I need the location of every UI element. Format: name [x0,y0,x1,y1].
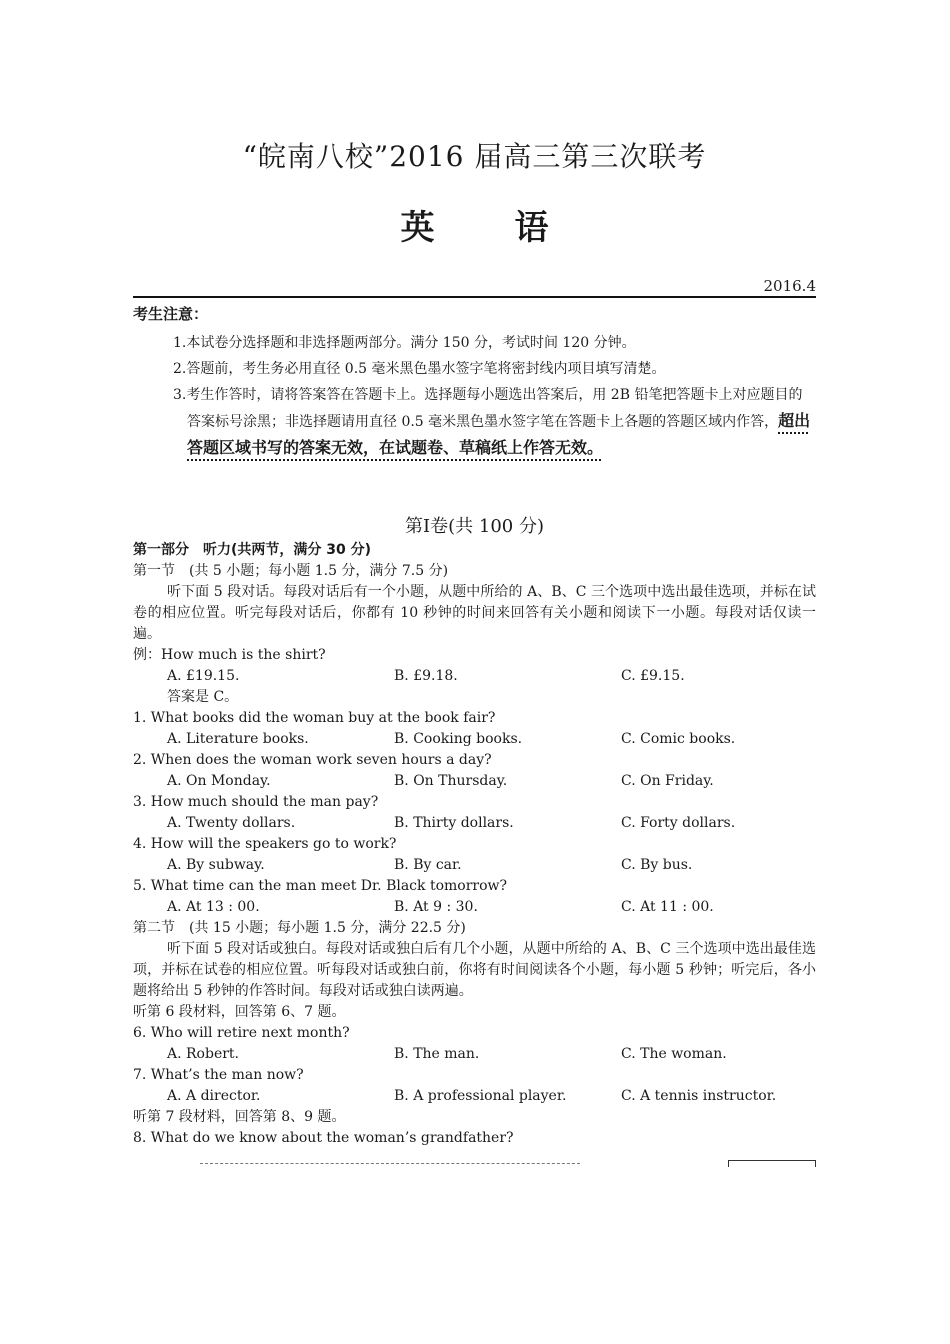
option-c: C. At 11 : 00. [621,899,714,915]
question-options [133,1044,816,1065]
exam-title: “皖南八校”2016 届高三第三次联考 [242,140,707,173]
notice-item: 2.答题前，考生务必用直径 0.5 毫米黑色墨水签字笔将密封线内项目填写清楚。 [173,361,666,377]
option-c: C. On Friday. [621,773,714,789]
section1-instructions: 听下面 5 段对话。每段对话后有一个小题，从题中所给的 A、B、C 三个选项中选出最佳选项，并标在试卷的相应位置。听完每段对话后，你都有 10 秒钟的时间来回答有关小题和阅读下一小题。每段对话仅读一遍。 [133,584,816,642]
example-options [133,666,816,687]
question-options [133,813,816,834]
notice-emphasis: 超出答题区域书写的答案无效，在试题卷、草稿纸上作答无效。 [187,411,811,457]
notice-item: 1.本试卷分选择题和非选择题两部分。满分 150 分，考试时间 120 分钟。 [173,335,636,351]
exam-date: 2016.4 [763,277,816,295]
option-b: B. Cooking books. [394,731,523,747]
option-c: C. The woman. [621,1046,727,1062]
option-a: A. By subway. [167,857,265,873]
page-footer [200,1160,816,1168]
question-options [133,729,816,750]
option-c: C. £9.15. [621,668,685,684]
question: 5. What time can the man meet Dr. Black tomorrow? [133,878,508,894]
question: 6. Who will retire next month? [133,1025,350,1041]
volume-title: 第Ⅰ卷(共 100 分) [405,516,544,537]
option-b: B. By car. [394,857,462,873]
example-answer-text: 答案是 C。 [167,689,239,705]
material-note: 听第 7 段材料，回答第 8、9 题。 [133,1109,346,1125]
question-options [133,771,816,792]
option-b: B. The man. [394,1046,480,1062]
option-c: C. By bus. [621,857,693,873]
footer-box [728,1160,816,1167]
option-b: B. £9.18. [394,668,458,684]
option-c: C. A tennis instructor. [621,1088,777,1104]
option-b: B. A professional player. [394,1088,567,1104]
question: 8. What do we know about the woman’s grandfather? [133,1130,514,1146]
subject-title [133,200,816,249]
option-a: A. On Monday. [167,773,271,789]
option-a: A. Literature books. [167,731,309,747]
question-options [133,1086,816,1107]
notice-item [173,382,816,462]
part1-heading: 第一部分 听力(共两节，满分 30 分) [133,542,372,558]
example-answer [133,687,816,708]
option-c: C. Comic books. [621,731,736,747]
option-a: A. £19.15. [167,668,240,684]
question-options [133,855,816,876]
question: 2. When does the woman work seven hours a day? [133,752,492,768]
question: 3. How much should the man pay? [133,794,379,810]
question: 7. What’s the man now? [133,1067,304,1083]
option-a: A. A director. [167,1088,261,1104]
notice-block [133,303,816,462]
notice-item-text: 3.考生作答时，请将答案答在答题卡上。选择题每小题选出答案后，用 2B 铅笔把答题卡上对应题目的答案标号涂黑；非选择题请用直径 0.5 毫米黑色墨水签字笔在答题卡上各题的答题区域内作答， [173,387,803,430]
question: 4. How will the speakers go to work? [133,836,397,852]
material-note: 听第 6 段材料，回答第 6、7 题。 [133,1004,346,1020]
option-c: C. Forty dollars. [621,815,736,831]
option-b: B. Thirty dollars. [394,815,514,831]
example-question: 例：How much is the shirt? [133,647,326,663]
header-divider [133,296,816,298]
question: 1. What books did the woman buy at the book fair? [133,710,496,726]
notice-heading: 考生注意： [133,305,209,323]
section2-heading: 第二节 (共 15 小题；每小题 1.5 分，满分 22.5 分) [133,920,466,936]
footer-line [200,1163,580,1164]
option-b: B. On Thursday. [394,773,508,789]
question-options [133,897,816,918]
listening-section [133,540,816,1149]
section2-instructions: 听下面 5 段对话或独白。每段对话或独白后有几个小题，从题中所给的 A、B、C 三个选项中选出最佳选项，并标在试卷的相应位置。听每段对话或独白前，你将有时间阅读各个小题，每小题 5 秒钟；听完后，各小题将给出 5 秒钟的作答时间。每段对话或独白读两遍。 [133,941,816,999]
subject-char-1: 英 [400,208,435,248]
option-a: A. Twenty dollars. [167,815,296,831]
option-a: A. Robert. [167,1046,239,1062]
section1-heading: 第一节 (共 5 小题；每小题 1.5 分，满分 7.5 分) [133,563,449,579]
subject-char-2: 语 [514,208,549,248]
option-b: B. At 9 : 30. [394,899,478,915]
option-a: A. At 13 : 00. [167,899,260,915]
